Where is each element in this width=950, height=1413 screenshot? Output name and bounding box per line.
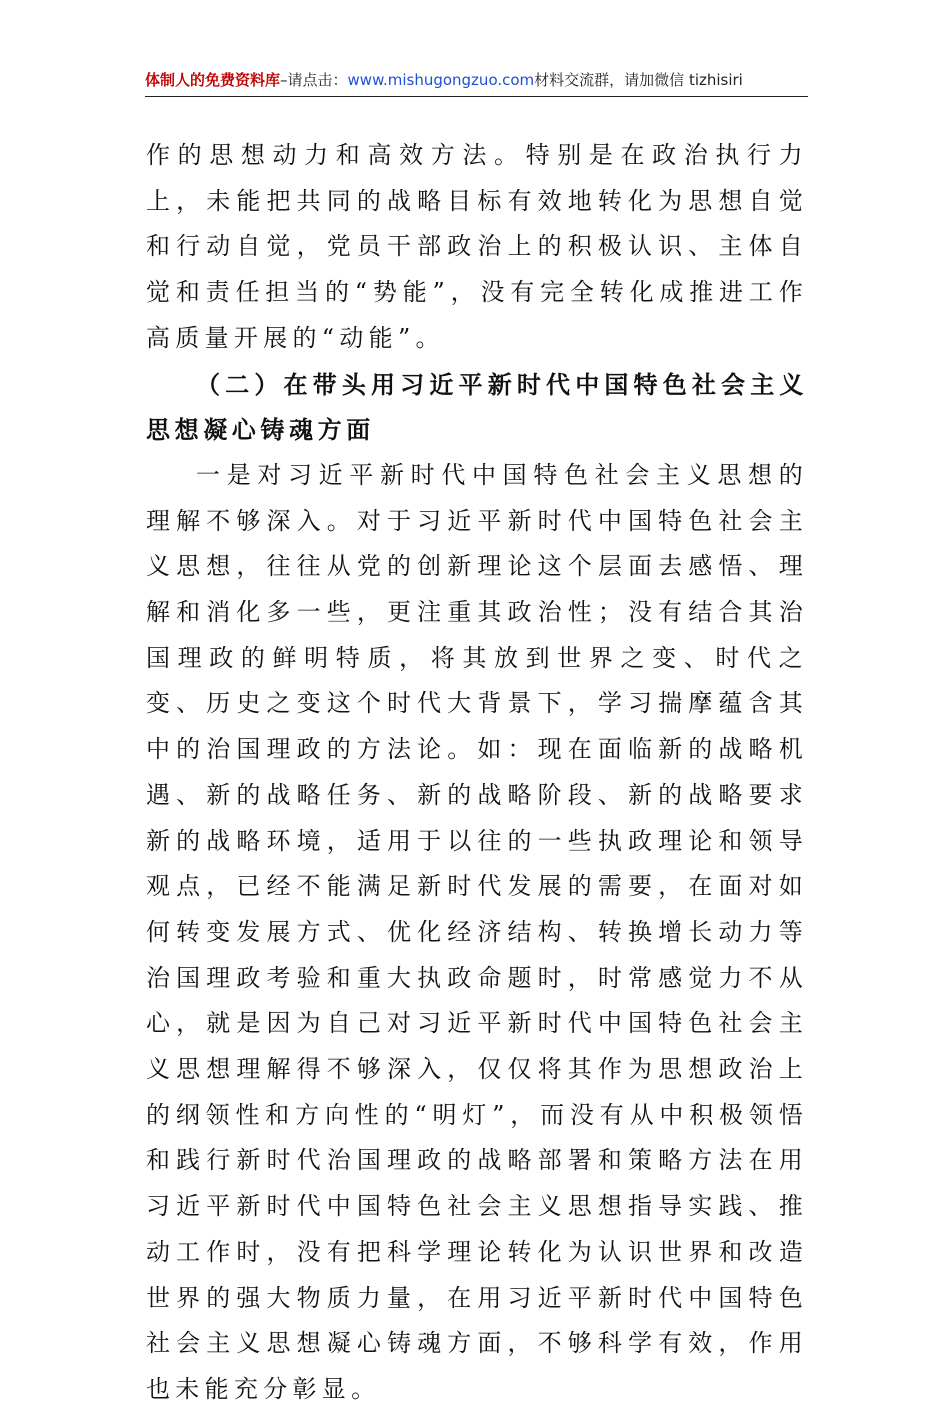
header-website-link[interactable]: www.mishugongzuo.com <box>347 71 535 89</box>
section-heading: （二）在带头用习近平新时代中国特色社会主义思想凝心铸魂方面 <box>146 369 808 445</box>
paragraph-continued: 作的思想动力和高效方法。特别是在政治执行力上，未能把共同的战略目标有效地转化为思想自觉和行动自觉，党员干部政治上的积极认识、主体自觉和责任担当的“势能”，没有完全转化成推进工作高质量开展的“动能”。 <box>146 141 808 352</box>
paragraph-body: 一是对习近平新时代中国特色社会主义思想的理解不够深入。对于习近平新时代中国特色社会主义思想，往往从党的创新理论这个层面去感悟、理解和消化多一些，更注重其政治性；没有结合其治国理政的鲜明特质，将其放到世界之变、时代之变、历史之变这个时代大背景下，学习揣摩蕴含其中的治国理政的方法论。如：现在面临新的战略机遇、新的战略任务、新的战略阶段、新的战略要求新的战略环境，适用于以往的一些执政理论和领导观点，已经不能满足新时代发展的需要，在面对如何转变发展方式、优化经济结构、转换增长动力等治国理政考验和重大执政命题时，时常感觉力不从心，就是因为自己对习近平新时代中国特色社会主义思想理解得不够深入，仅仅将其作为思想政治上的纲领性和方向性的“明灯”，而没有从中积极领悟和践行新时代治国理政的战略部署和策略方法在用习近平新时代中国特色社会主义思想指导实践、推动工作时，没有把科学理论转化为认识世界和改造世界的强大物质力量，在用习近平新时代中国特色社会主义思想凝心铸魂方面，不够科学有效，作用也未能充分彰显。 <box>146 460 808 1403</box>
header-suffix: 材料交流群，请加微信 tizhisiri <box>534 71 743 89</box>
header-brand: 体制人的免费资料库 <box>145 71 281 89</box>
document-body <box>146 133 808 1413</box>
page-header <box>145 66 808 97</box>
header-prompt: –请点击： <box>280 71 348 89</box>
